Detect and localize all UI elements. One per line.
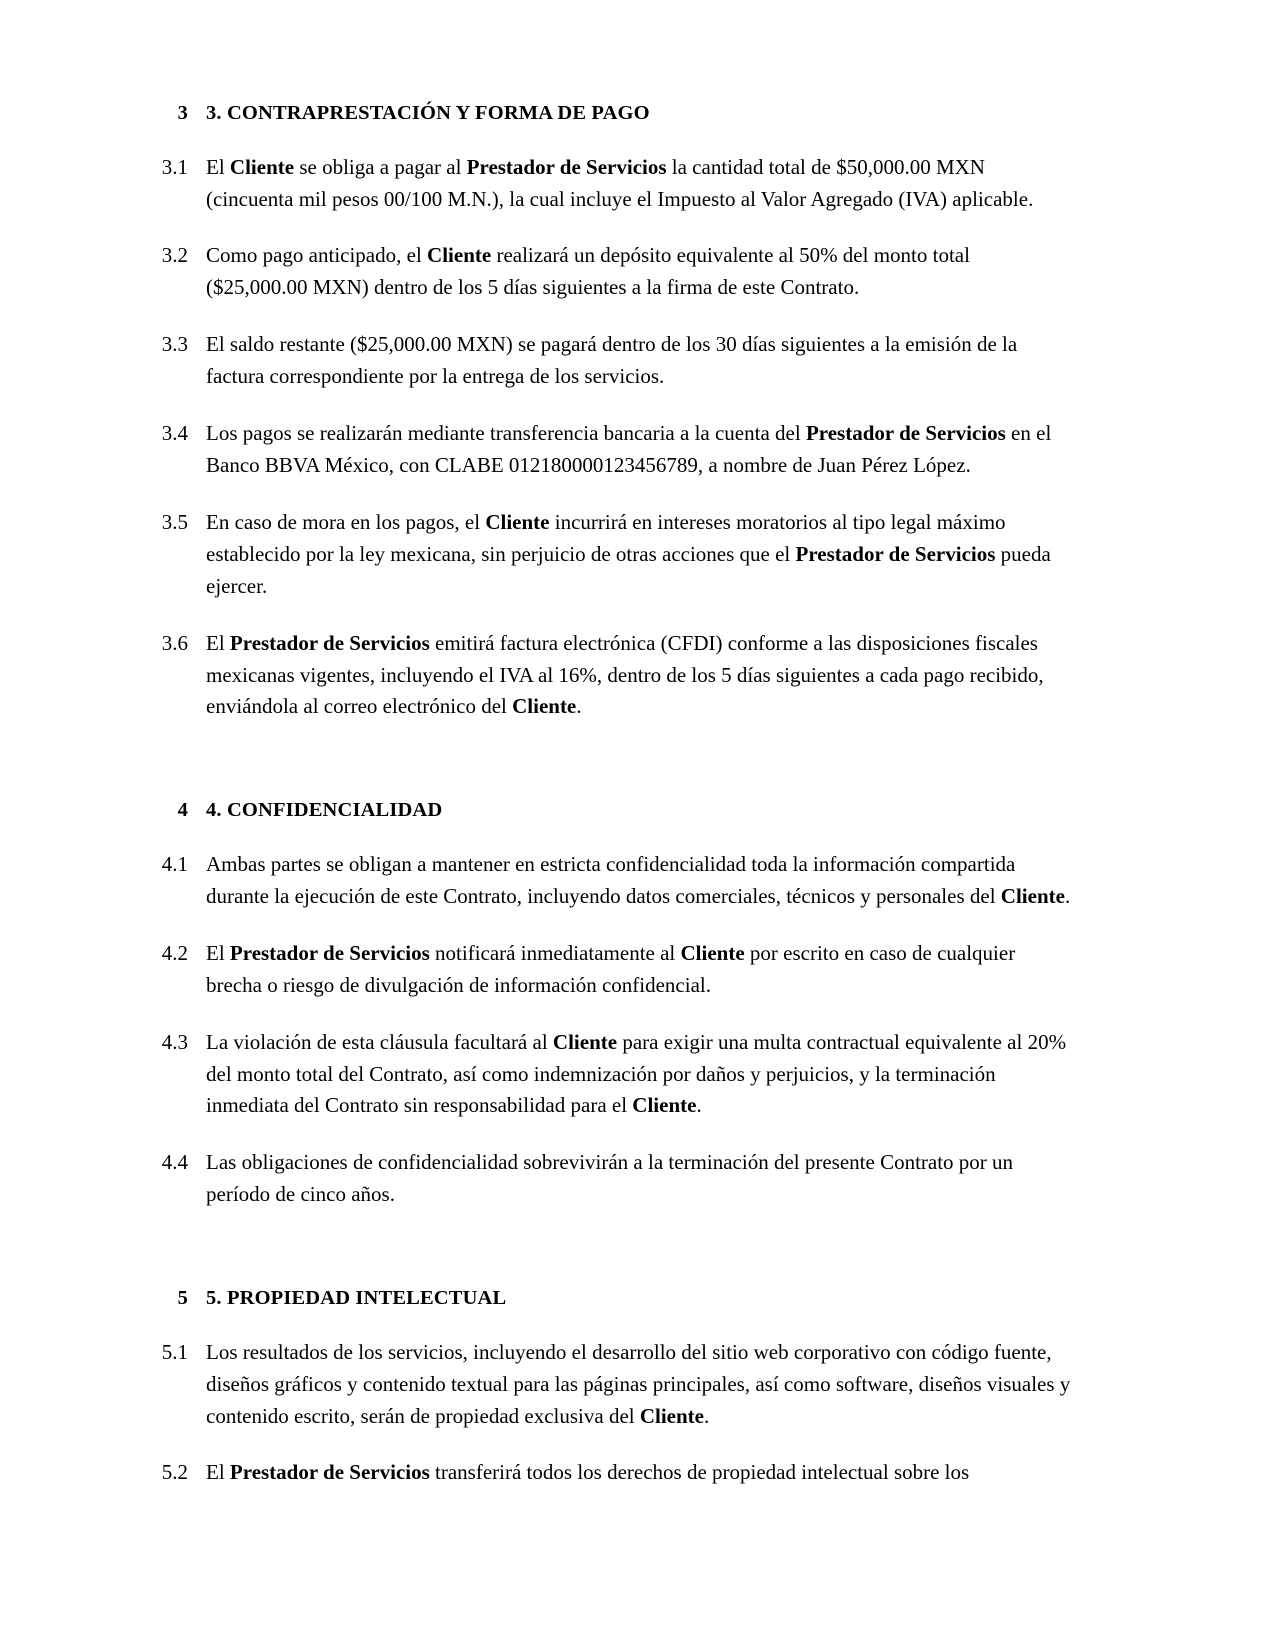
clause-text: El saldo restante ($25,000.00 MXN) se pagará dentro de los 30 días siguientes a la emisión de la factura correspondiente por la entrega de los servicios. <box>206 332 1018 389</box>
clause-number: 3.2 <box>161 243 188 268</box>
clause-text: El Prestador de Servicios emitirá factura electrónica (CFDI) conforme a las disposiciones fiscales mexicanas vigentes, incluyendo el IVA al 16%, dentro de los 5 días siguientes a cada pago recibido, enviándola al correo electrónico del Cliente. <box>206 630 1044 719</box>
clause-text: El Prestador de Servicios transferirá todos los derechos de propiedad intelectual sobre los <box>206 1460 970 1485</box>
section-heading-3 <box>140 100 1075 127</box>
clause-number: 3.6 <box>161 630 188 655</box>
section-spacer <box>140 1211 1075 1285</box>
clause-number: 5.2 <box>161 1460 188 1485</box>
clause-3-5 <box>140 507 1075 603</box>
clause-text: Como pago anticipado, el Cliente realizará un depósito equivalente al 50% del monto total ($25,000.00 MXN) dentro de los 5 días siguientes a la firma de este Contrato. <box>206 243 970 300</box>
clause-text: El Cliente se obliga a pagar al Prestador de Servicios la cantidad total de $50,000.00 MXN (cincuenta mil pesos 00/100 M.N.), la cual incluye el Impuesto al Valor Agregado (IVA) aplicable. <box>206 154 1034 211</box>
clause-4-4 <box>140 1147 1075 1211</box>
section-heading-4 <box>140 797 1075 824</box>
clause-text: En caso de mora en los pagos, el Cliente incurrirá en intereses moratorios al tipo legal máximo establecido por la ley mexicana, sin perjuicio de otras acciones que el Prestador de Servicios pueda ejercer. <box>206 509 1051 598</box>
section-number: 5 <box>177 1287 188 1310</box>
clause-5-1 <box>140 1337 1075 1433</box>
clause-number: 4.2 <box>161 940 188 965</box>
section-spacer <box>140 723 1075 797</box>
clause-3-1 <box>140 152 1075 216</box>
clause-3-4 <box>140 418 1075 482</box>
clause-text: Los pagos se realizarán mediante transferencia bancaria a la cuenta del Prestador de Servicios en el Banco BBVA México, con CLABE 012180000123456789, a nombre de Juan Pérez López. <box>206 421 1052 477</box>
clause-text: Ambas partes se obligan a mantener en estricta confidencialidad toda la información compartida durante la ejecución de este Contrato, incluyendo datos comerciales, técnicos y personales del Cliente. <box>206 851 1071 908</box>
section-title: 3. CONTRAPRESTACIÓN Y FORMA DE PAGO <box>206 102 650 124</box>
clause-text: El Prestador de Servicios notificará inmediatamente al Cliente por escrito en caso de cualquier brecha o riesgo de divulgación de información confidencial. <box>206 940 1016 997</box>
clause-4-3 <box>140 1027 1075 1123</box>
clause-text: La violación de esta cláusula facultará al Cliente para exigir una multa contractual equivalente al 20% del monto total del Contrato, así como indemnización por daños y perjuicios, y la terminación inmediata del Contrato sin responsabilidad para el Cliente. <box>206 1029 1067 1118</box>
clause-text: Las obligaciones de confidencialidad sobrevivirán a la terminación del presente Contrato por un período de cinco años. <box>206 1150 1014 1207</box>
clause-5-2 <box>140 1457 1075 1489</box>
clause-number: 3.1 <box>161 154 188 179</box>
section-number: 4 <box>177 799 188 822</box>
document-body <box>140 100 1075 1489</box>
clause-number: 3.5 <box>161 509 188 534</box>
section-title: 4. CONFIDENCIALIDAD <box>206 799 443 822</box>
clause-3-2 <box>140 240 1075 304</box>
clause-number: 4.1 <box>161 851 188 876</box>
clause-number: 4.4 <box>161 1150 188 1175</box>
section-title: 5. PROPIEDAD INTELECTUAL <box>206 1287 507 1310</box>
clause-3-6 <box>140 628 1075 724</box>
clause-3-3 <box>140 329 1075 393</box>
clause-4-2 <box>140 938 1075 1002</box>
section-heading-5 <box>140 1285 1075 1312</box>
clause-number: 5.1 <box>161 1339 188 1364</box>
section-number: 3 <box>177 102 188 124</box>
clause-4-1 <box>140 849 1075 913</box>
clause-number: 3.4 <box>161 421 188 446</box>
clause-number: 3.3 <box>161 332 188 357</box>
clause-number: 4.3 <box>161 1029 188 1054</box>
clause-text: Los resultados de los servicios, incluyendo el desarrollo del sitio web corporativo con código fuente, diseños gráficos y contenido textual para las páginas principales, así como software, diseños visuales y contenido escrito, serán de propiedad exclusiva del Cliente. <box>206 1339 1071 1428</box>
